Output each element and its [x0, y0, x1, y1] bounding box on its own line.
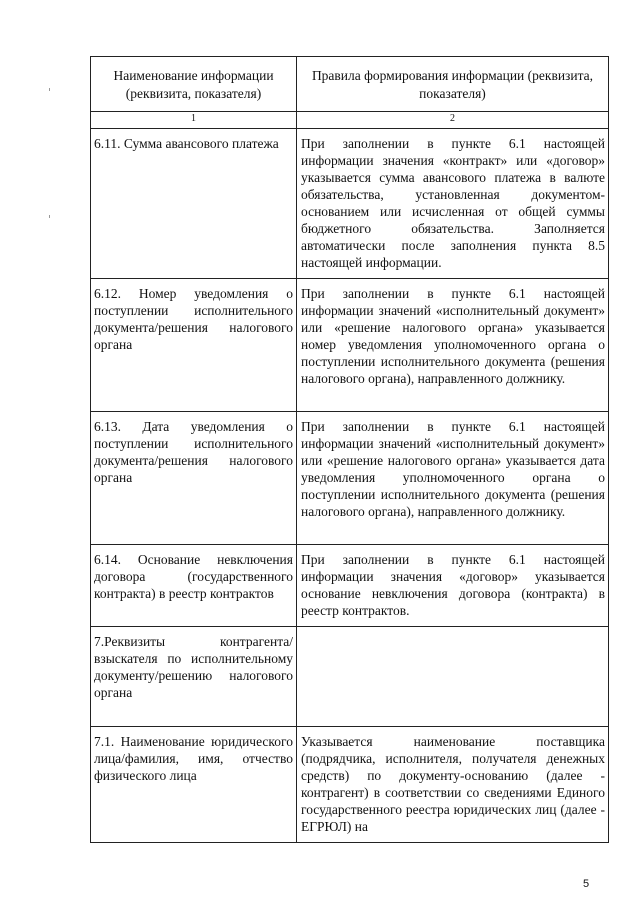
rules-table	[90, 56, 609, 843]
header-information-name: Наименование информации (реквизита, показателя)	[91, 57, 297, 112]
margin-mark	[49, 88, 50, 91]
row-name-cell: 6.12. Номер уведомления о поступлении исполнительного документа/решения налогового органа	[91, 279, 297, 412]
row-name-cell: 6.14. Основание невключения договора (государственного контракта) в реестр контрактов	[91, 545, 297, 627]
header-formation-rules: Правила формирования информации (реквизита, показателя)	[297, 57, 609, 112]
table-row	[91, 545, 609, 627]
column-number-row	[91, 112, 609, 129]
table-row	[91, 727, 609, 843]
table-row	[91, 279, 609, 412]
row-name-cell: 6.11. Сумма авансового платежа	[91, 129, 297, 279]
table-header-row	[91, 57, 609, 112]
row-name-cell: 6.13. Дата уведомления о поступлении исполнительного документа/решения налогового органа	[91, 412, 297, 545]
margin-mark	[49, 215, 50, 218]
row-rule-cell: При заполнении в пункте 6.1 настоящей информации значения «договор» указывается основание невключения договора (контракта) в реестр контрактов.	[297, 545, 609, 627]
row-name-cell: 7.1. Наименование юридического лица/фамилия, имя, отчество физического лица	[91, 727, 297, 843]
row-rule-cell	[297, 627, 609, 727]
row-rule-cell: При заполнении в пункте 6.1 настоящей информации значений «исполнительный документ» или «решение налогового органа» указывается номер уведомления уполномоченного органа о поступлении исполнительного документа (решения налогового органа), направленного должнику.	[297, 279, 609, 412]
column-number: 2	[297, 112, 609, 129]
table-row	[91, 627, 609, 727]
row-name-cell: 7.Реквизиты контрагента/взыскателя по исполнительному документу/решению налогового органа	[91, 627, 297, 727]
table-row	[91, 412, 609, 545]
table-row	[91, 129, 609, 279]
row-rule-cell: При заполнении в пункте 6.1 настоящей информации значения «контракт» или «договор» указывается сумма авансового платежа в валюте обязательства, установленная документом-основанием или исчисленная от общей суммы бюджетного обязательства. Заполняется автоматически после заполнения пункта 8.5 настоящей информации.	[297, 129, 609, 279]
page-number: 5	[583, 878, 590, 890]
row-rule-cell: Указывается наименование поставщика (подрядчика, исполнителя, получателя денежных средств) по документу-основанию (далее - контрагент) в соответствии со сведениями Единого государственного реестра юридических лиц (далее - ЕГРЮЛ) на	[297, 727, 609, 843]
row-rule-cell: При заполнении в пункте 6.1 настоящей информации значений «исполнительный документ» или «решение налогового органа» указывается дата уведомления уполномоченного органа о поступлении исполнительного документа (решения налогового органа), направленного должнику.	[297, 412, 609, 545]
column-number: 1	[91, 112, 297, 129]
